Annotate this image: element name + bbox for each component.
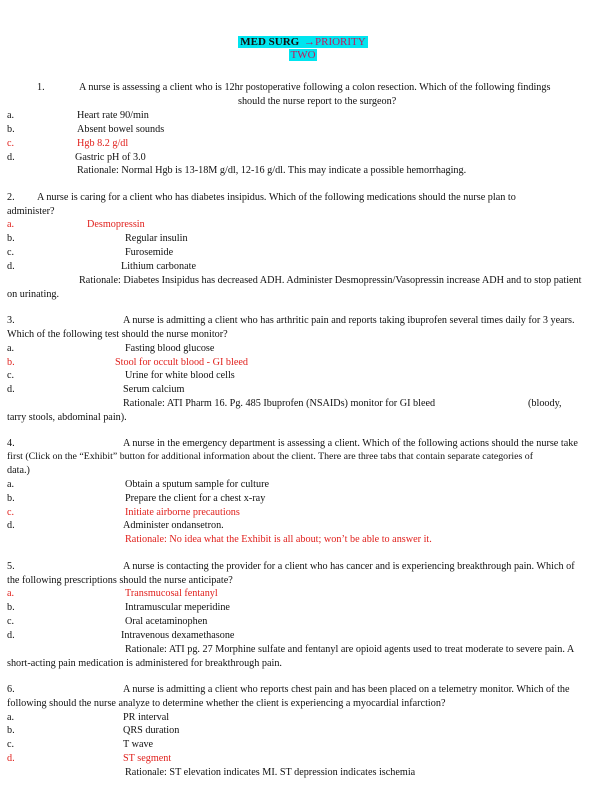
rationale: on urinating. — [7, 289, 60, 300]
rationale: Rationale: Diabetes Insipidus has decreased ADH. Administer Desmopressin/Vasopressin increase ADH and to stop patient — [79, 275, 582, 286]
option-text: Absent bowel sounds — [77, 124, 165, 135]
option-text: Furosemide — [125, 247, 174, 258]
question-number: 3. — [7, 315, 15, 326]
question-stem: A nurse is caring for a client who has diabetes insipidus. Which of the following medications should the nurse plan to — [37, 192, 516, 203]
option-text: Intramuscular meperidine — [125, 602, 230, 613]
question-stem: following should the nurse analyze to determine whether the client is experiencing a myocardial infarction? — [7, 698, 446, 709]
option-letter: a. — [7, 712, 15, 723]
option-text: Intravenous dexamethasone — [121, 630, 235, 641]
option-text: Prepare the client for a chest x-ray — [125, 493, 266, 504]
question-stem: A nurse is admitting a client who has arthritic pain and reports taking ibuprofen several times daily for 3 years. — [123, 315, 575, 326]
question-stem: administer? — [7, 206, 55, 217]
question-stem: Which of the following test should the nurse monitor? — [7, 329, 228, 340]
option-letter: d. — [7, 152, 15, 163]
option-text: Heart rate 90/min — [77, 110, 149, 121]
option-text: Fasting blood glucose — [125, 343, 215, 354]
answer-letter: b. — [7, 357, 15, 368]
option-letter: a. — [7, 479, 15, 490]
option-letter: c. — [7, 739, 15, 750]
rationale: Rationale: No idea what the Exhibit is all about; won’t be able to answer it. — [125, 534, 432, 545]
answer-text: Stool for occult blood - GI bleed — [115, 357, 248, 368]
option-text: PR interval — [123, 712, 170, 723]
question-number: 2. — [7, 192, 15, 203]
option-text: Urine for white blood cells — [125, 370, 235, 381]
option-letter: b. — [7, 233, 15, 244]
doc-title-line2 — [0, 49, 606, 62]
answer-letter: c. — [7, 138, 15, 149]
question-number: 1. — [37, 82, 45, 93]
title-line2: TWO — [290, 49, 316, 61]
doc-title — [0, 36, 606, 49]
option-letter: b. — [7, 493, 15, 504]
answer-letter: a. — [7, 219, 15, 230]
question-number: 5. — [7, 561, 15, 572]
option-letter: b. — [7, 124, 15, 135]
option-letter: c. — [7, 370, 15, 381]
title-bold: MED SURG — [240, 36, 300, 48]
option-text: Lithium carbonate — [121, 261, 196, 272]
rationale: Rationale: Normal Hgb is 13-18M g/dl, 12-16 g/dl. This may indicate a possible hemorrhaging. — [77, 165, 467, 176]
option-text: Administer ondansetron. — [123, 520, 224, 531]
option-letter: b. — [7, 725, 15, 736]
question-stem: A nurse is contacting the provider for a client who has cancer and is experiencing breakthrough pain. Which of — [123, 561, 575, 572]
title-rest: →PRIORITY — [301, 36, 366, 48]
option-text: Regular insulin — [125, 233, 188, 244]
rationale: Rationale: ATI pg. 27 Morphine sulfate and fentanyl are opioid agents used to treat moderate to severe pain. A — [125, 644, 575, 655]
option-letter: d. — [7, 261, 15, 272]
answer-text: Hgb 8.2 g/dl — [77, 138, 129, 149]
question-number: 6. — [7, 684, 15, 695]
option-letter: a. — [7, 343, 15, 354]
question-stem: A nurse in the emergency department is assessing a client. Which of the following actions should the nurse take — [123, 438, 578, 449]
option-text: QRS duration — [123, 725, 180, 736]
rationale: short-acting pain medication is administered for breakthrough pain. — [7, 658, 282, 669]
option-letter: d. — [7, 520, 15, 531]
option-letter: d. — [7, 630, 15, 641]
rationale: Rationale: ST elevation indicates MI. ST depression indicates ischemia — [125, 767, 416, 778]
rationale: (bloody, — [528, 398, 562, 409]
option-text: Obtain a sputum sample for culture — [125, 479, 270, 490]
answer-letter: c. — [7, 507, 15, 518]
question-stem: A nurse is admitting a client who reports chest pain and has been placed on a telemetry monitor. Which of the — [123, 684, 570, 695]
answer-letter: a. — [7, 588, 15, 599]
answer-text: Transmucosal fentanyl — [125, 588, 218, 599]
answer-text: Initiate airborne precautions — [125, 507, 240, 518]
rationale: tarry stools, abdominal pain). — [7, 412, 127, 423]
option-letter: a. — [7, 110, 15, 121]
option-text: T wave — [123, 739, 154, 750]
question-stem: should the nurse report to the surgeon? — [238, 96, 397, 107]
question-stem: first (Click on the “Exhibit” button for additional information about the client. There are three tabs that contain separate categories of — [7, 451, 534, 462]
question-number: 4. — [7, 438, 15, 449]
question-stem: A nurse is assessing a client who is 12hr postoperative following a colon resection. Which of the following findings — [79, 82, 551, 93]
rationale: Rationale: ATI Pharm 16. Pg. 485 Ibuprofen (NSAIDs) monitor for GI bleed — [123, 398, 436, 409]
answer-text: Desmopressin — [87, 219, 145, 230]
question-stem: the following prescriptions should the nurse anticipate? — [7, 575, 233, 586]
option-text: Gastric pH of 3.0 — [75, 152, 146, 163]
answer-letter: d. — [7, 753, 15, 764]
option-letter: d. — [7, 384, 15, 395]
answer-text: ST segment — [123, 753, 172, 764]
option-text: Oral acetaminophen — [125, 616, 208, 627]
option-letter: b. — [7, 602, 15, 613]
question-stem: data.) — [7, 465, 30, 476]
option-text: Serum calcium — [123, 384, 185, 395]
option-letter: c. — [7, 247, 15, 258]
option-letter: c. — [7, 616, 15, 627]
